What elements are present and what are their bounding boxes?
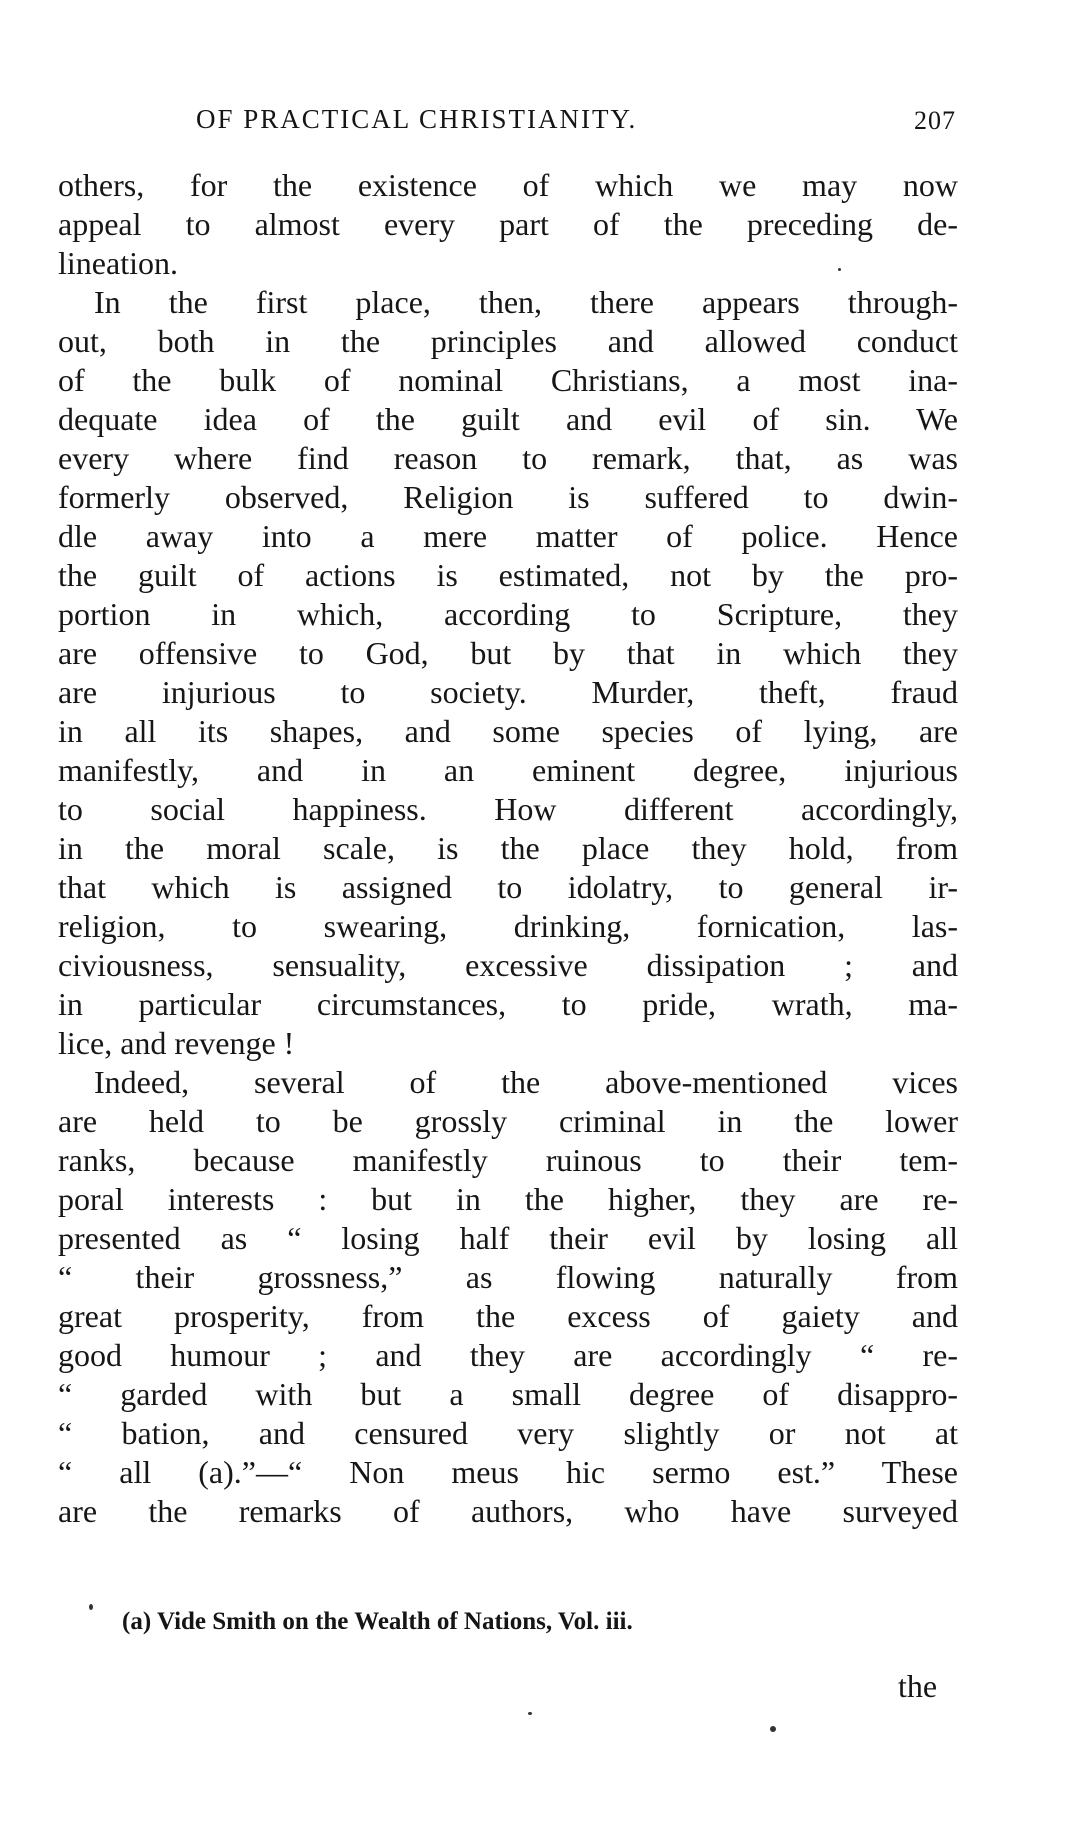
ink-speck xyxy=(89,1604,93,1610)
text-line: ranks, because manifestly ruinous to their tem- xyxy=(58,1142,958,1178)
running-title: OF PRACTICAL CHRISTIANITY. xyxy=(196,104,638,134)
text-line: are held to be grossly criminal in the lower xyxy=(58,1103,958,1139)
text-line: are offensive to God, but by that in which they xyxy=(58,635,958,671)
text-line: are the remarks of authors, who have surveyed xyxy=(58,1493,958,1529)
text-line: “ garded with but a small degree of disappro- xyxy=(58,1376,958,1412)
text-line: good humour ; and they are accordingly “ re- xyxy=(58,1337,958,1373)
text-line: presented as “ losing half their evil by losing all xyxy=(58,1220,958,1256)
text-line: are injurious to society. Murder, theft, fraud xyxy=(58,674,958,710)
text-line: dle away into a mere matter of police. Hence xyxy=(58,518,958,554)
text-line: others, for the existence of which we may now xyxy=(58,167,958,203)
text-line: formerly observed, Religion is suffered to dwin- xyxy=(58,479,958,515)
running-header xyxy=(196,104,956,148)
text-line: to social happiness. How different accordingly, xyxy=(58,791,958,827)
text-line: dequate idea of the guilt and evil of sin. We xyxy=(58,401,958,437)
text-line: every where find reason to remark, that, as was xyxy=(58,440,958,476)
text-line: the guilt of actions is estimated, not by the pro- xyxy=(58,557,958,593)
text-line: great prosperity, from the excess of gaiety and xyxy=(58,1298,958,1334)
text-line: “ bation, and censured very slightly or not at xyxy=(58,1415,958,1451)
text-line: manifestly, and in an eminent degree, injurious xyxy=(58,752,958,788)
text-line: out, both in the principles and allowed conduct xyxy=(58,323,958,359)
text-line: In the first place, then, there appears through- xyxy=(94,284,958,320)
page-number: 207 xyxy=(914,106,956,135)
text-line: that which is assigned to idolatry, to general ir- xyxy=(58,869,958,905)
text-line: in particular circumstances, to pride, wrath, ma- xyxy=(58,986,958,1022)
ink-speck xyxy=(838,268,841,271)
text-line: civiousness, sensuality, excessive dissipation ; and xyxy=(58,947,958,983)
ink-speck xyxy=(528,1712,532,1715)
ink-speck xyxy=(770,1726,776,1732)
text-line: Indeed, several of the above-mentioned vices xyxy=(94,1064,958,1100)
text-line: in the moral scale, is the place they hold, from xyxy=(58,830,958,866)
catchword: the xyxy=(898,1668,938,1704)
text-line: lineation. xyxy=(58,245,178,281)
body-text xyxy=(58,166,958,1531)
text-line: in all its shapes, and some species of lying, are xyxy=(58,713,958,749)
footnote: (a) Vide Smith on the Wealth of Nations, Vol. iii. xyxy=(122,1608,633,1635)
text-line: appeal to almost every part of the preceding de- xyxy=(58,206,958,242)
text-line: lice, and revenge ! xyxy=(58,1025,295,1061)
text-line: poral interests : but in the higher, they are re- xyxy=(58,1181,958,1217)
text-line: portion in which, according to Scripture, they xyxy=(58,596,958,632)
text-line: “ their grossness,” as flowing naturally from xyxy=(58,1259,958,1295)
text-line: religion, to swearing, drinking, fornication, las- xyxy=(58,908,958,944)
text-line: of the bulk of nominal Christians, a most ina- xyxy=(58,362,958,398)
text-line: “ all (a).”—“ Non meus hic sermo est.” These xyxy=(58,1454,958,1490)
